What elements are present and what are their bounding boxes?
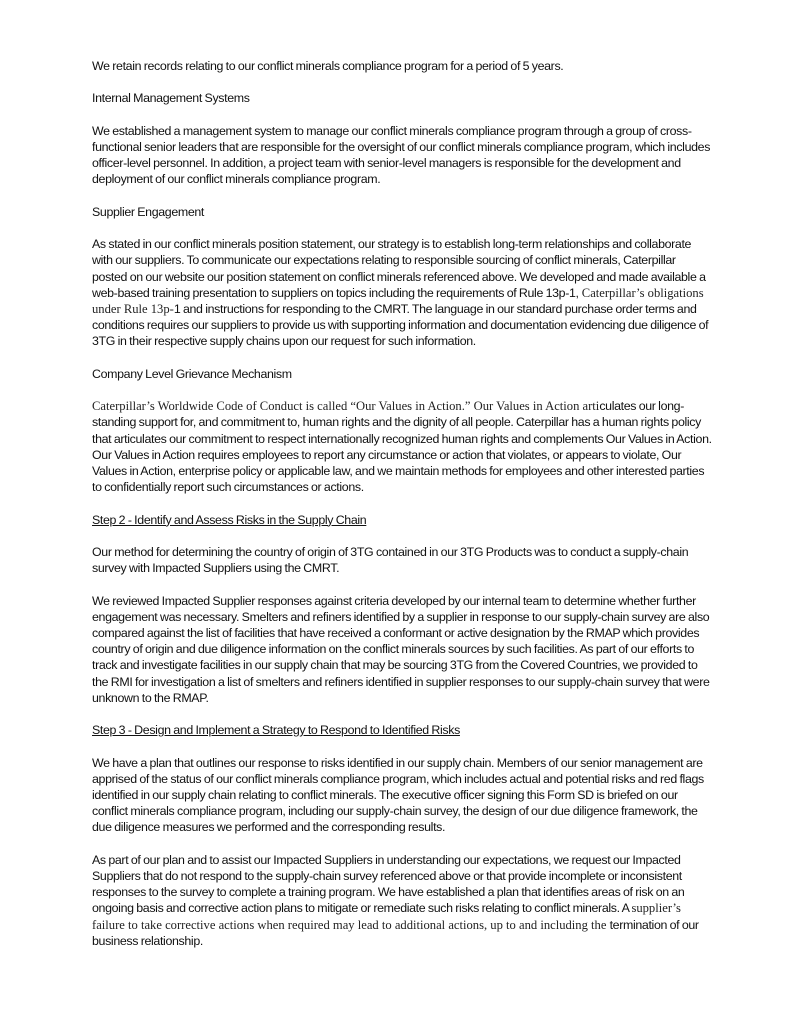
grievance-paragraph: [92, 398, 712, 495]
internal-management-paragraph: We established a management system to manage our conflict minerals compliance program through a group of cross-functional senior leaders that are responsible for the oversight of our conflict minerals compliance program, which includes officer-level personnel. In addition, a project team with senior-level managers is responsible for the development and deployment of our conflict minerals compliance program.: [92, 123, 711, 187]
step3-paragraph-1: We have a plan that outlines our response to risks identified in our supply chain. Members of our senior management are apprised of the status of our conflict minerals compliance program, which includes actual and potential risks and red flags identified in our supply chain relating to conflict minerals. The executive officer signing this Form SD is briefed on our conflict minerals compliance program, including our supply-chain survey, the design of our due diligence framework, the due diligence measures we performed and the corresponding results.: [92, 755, 704, 835]
step3-text-a: As part of our plan and to assist our Impacted Suppliers in understanding our expectations, we request our Impacted Suppliers that do not respond to the supply-chain survey referenced above or that provide incomplete or inconsistent responses to the survey to complete a training program. We have established a plan that identifies areas of risk on an ongoing basis and corrective action plans to mitigate or remediate such risks relating to conflict minerals. A: [92, 852, 685, 916]
supplier-engagement-text-a: As stated in our conflict minerals position statement, our strategy is to establish long-term relationships and collaborate with our suppliers. To communicate our expectations relating to responsible sourcing of conflict minerals, Caterpillar posted on our website our position statement on conflict minerals referenced above. We developed and made available a web-based training presentation to suppliers on topics including the requirements of Rule 13p-1,: [92, 237, 706, 300]
step3-paragraph-2: [92, 852, 712, 949]
step3-text-end: termination of our business relationship.: [92, 917, 699, 948]
step2-paragraph-1: Our method for determining the country of origin of 3TG contained in our 3TG Products was to conduct a supply-chain survey with Impacted Suppliers using the CMRT.: [92, 544, 689, 576]
grievance-text: culates our long-standing support for, and commitment to, human rights and the dignity of all people. Caterpillar has a human rights policy that articulates our commitment to respect internationally recognized human rights and complements Our Values in Action. Our Values in Action requires employees to report any circumstance or action that violates, or appears to violate, Our Values in Action, enterprise policy or applicable law, and we maintain methods for employees and other interested parties to confidentially report such circumstances or actions.: [92, 399, 712, 495]
internal-management-heading: Internal Management Systems: [92, 91, 250, 106]
step2-paragraph-2: We reviewed Impacted Supplier responses against criteria developed by our internal team to determine whether further engagement was necessary. Smelters and refiners identified by a supplier in response to our supply-chain survey are also compared against the list of facilities that have received a conformant or active designation by the RMAP which provides country of origin and due diligence information on the conflict minerals sources by such facilities. As part of our efforts to track and investigate facilities in our supply chain that may be sourcing 3TG from the Covered Countries, we provided to the RMI for investigation a list of smelters and refiners identified in supplier responses to our supply-chain survey that were unknown to the RMAP.: [92, 593, 710, 705]
retention-paragraph: We retain records relating to our conflict minerals compliance program for a period of 5 years.: [92, 59, 564, 73]
document-page: [92, 58, 712, 965]
supplier-engagement-text-b: 1 and instructions for responding to the CMRT. The language in our standard purchase order terms and conditions requires our suppliers to provide us with supporting information and documentation evidencing due diligence of 3TG in their respective supply chains upon our request for such information.: [92, 301, 709, 349]
supplier-engagement-text-serif: Caterpillar’s obligations under Rule 13p-: [92, 285, 704, 316]
grievance-text-serif: Caterpillar’s Worldwide Code of Conduct is called “Our Values in Action.” Our Values in Action arti: [92, 399, 600, 414]
step3-heading: Step 3 - Design and Implement a Strategy to Respond to Identified Risks: [92, 723, 460, 738]
step2-heading: Step 2 - Identify and Assess Risks in the Supply Chain: [92, 512, 367, 527]
supplier-engagement-heading: Supplier Engagement: [92, 204, 205, 219]
grievance-heading: Company Level Grievance Mechanism: [92, 366, 292, 381]
step3-text-serif: supplier’s failure to take corrective actions when required may lead to additional actions, up to and including the: [92, 901, 681, 932]
supplier-engagement-paragraph: [92, 236, 712, 349]
